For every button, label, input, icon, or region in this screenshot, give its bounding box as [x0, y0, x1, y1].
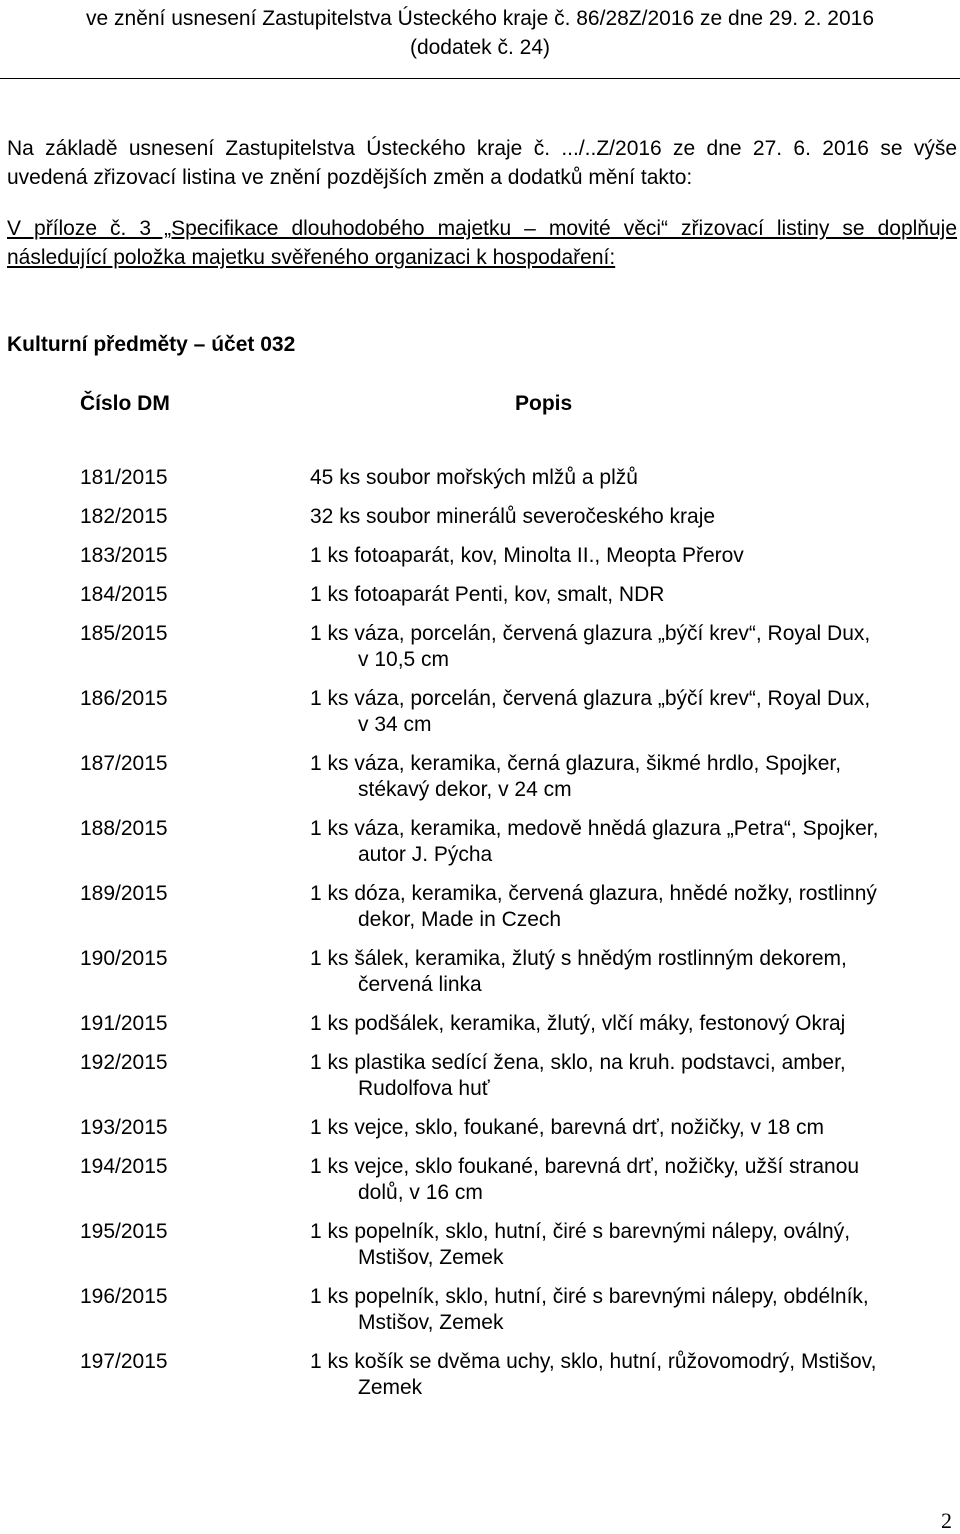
table-row: [0, 1154, 960, 1206]
item-description: 1 ks podšálek, keramika, žlutý, vlčí máky, festonový Okraj: [310, 1012, 846, 1035]
table-row: [0, 543, 960, 569]
item-description: 1 ks fotoaparát, kov, Minolta II., Meopta Přerov: [310, 544, 744, 567]
header-line-2: (dodatek č. 24): [409, 36, 551, 59]
header-divider: [0, 78, 960, 79]
item-description: 1 ks plastika sedící žena, sklo, na kruh. podstavci, amber, Rudolfova huť: [310, 1051, 846, 1100]
intro-paragraph: Na základě usnesení Zastupitelstva Ústeckého kraje č. .../..Z/2016 ze dne 27. 6. 2016 se výše uvedená zřizovací listina ve znění pozdějších změn a dodatků mění takto:: [7, 137, 957, 189]
section-title: Kulturní předměty – účet 032: [7, 333, 296, 356]
header-line-1: ve znění usnesení Zastupitelstva Ústeckého kraje č. 86/28Z/2016 ze dne 29. 2. 2016: [86, 7, 874, 30]
item-number: 197/2015: [80, 1350, 168, 1373]
item-description: 1 ks šálek, keramika, žlutý s hnědým rostlinným dekorem, červená linka: [310, 947, 847, 996]
table-row: [0, 881, 960, 933]
table-row: [0, 1115, 960, 1141]
item-description: 1 ks fotoaparát Penti, kov, smalt, NDR: [310, 583, 665, 606]
item-number: 193/2015: [80, 1116, 168, 1139]
item-number: 188/2015: [80, 817, 168, 840]
item-description: 32 ks soubor minerálů severočeského kraje: [310, 505, 716, 528]
item-number: 186/2015: [80, 687, 168, 710]
table-row: [0, 686, 960, 738]
item-number: 194/2015: [80, 1155, 168, 1178]
table-row: [0, 1050, 960, 1102]
table-row: [0, 1011, 960, 1037]
item-description: 1 ks vejce, sklo foukané, barevná drť, nožičky, užší stranou dolů, v 16 cm: [310, 1155, 860, 1204]
change-paragraph: V příloze č. 3 „Specifikace dlouhodobého majetku – movité věci“ zřizovací listiny se doplňuje následující položka majetku svěřeného organizaci k hospodaření:: [7, 217, 957, 269]
item-description: 1 ks váza, porcelán, červená glazura „býčí krev“, Royal Dux, v 10,5 cm: [310, 622, 871, 671]
item-description: 45 ks soubor mořských mlžů a plžů: [310, 466, 638, 489]
item-description: 1 ks váza, porcelán, červená glazura „býčí krev“, Royal Dux, v 34 cm: [310, 687, 871, 736]
table-row: [0, 621, 960, 673]
item-description: 1 ks popelník, sklo, hutní, čiré s barevnými nálepy, obdélník, Mstišov, Zemek: [310, 1285, 869, 1334]
table-row: [0, 1284, 960, 1336]
item-number: 187/2015: [80, 752, 168, 775]
item-number: 190/2015: [80, 947, 168, 970]
item-description: 1 ks košík se dvěma uchy, sklo, hutní, růžovomodrý, Mstišov, Zemek: [310, 1350, 877, 1399]
table-row: [0, 582, 960, 608]
table-row: [0, 1219, 960, 1271]
item-number: 196/2015: [80, 1285, 168, 1308]
items-table: [0, 465, 960, 1414]
item-description: 1 ks vejce, sklo, foukané, barevná drť, nožičky, v 18 cm: [310, 1116, 825, 1139]
item-number: 184/2015: [80, 583, 168, 606]
document-header: [0, 4, 960, 62]
column-header-description: Popis: [515, 392, 573, 415]
item-number: 183/2015: [80, 544, 168, 567]
table-row: [0, 816, 960, 868]
item-number: 191/2015: [80, 1012, 168, 1035]
table-row: [0, 751, 960, 803]
item-number: 189/2015: [80, 882, 168, 905]
column-header-number: Číslo DM: [80, 392, 170, 415]
item-number: 185/2015: [80, 622, 168, 645]
table-row: [0, 946, 960, 998]
table-row: [0, 1349, 960, 1401]
table-row: [0, 465, 960, 491]
item-number: 182/2015: [80, 505, 168, 528]
item-number: 195/2015: [80, 1220, 168, 1243]
table-row: [0, 504, 960, 530]
item-number: 192/2015: [80, 1051, 168, 1074]
item-description: 1 ks váza, keramika, medově hnědá glazura „Petra“, Spojker, autor J. Pýcha: [310, 817, 879, 866]
item-number: 181/2015: [80, 466, 168, 489]
item-description: 1 ks váza, keramika, černá glazura, šikmé hrdlo, Spojker, stékavý dekor, v 24 cm: [310, 752, 842, 801]
item-description: 1 ks dóza, keramika, červená glazura, hnědé nožky, rostlinný dekor, Made in Czech: [310, 882, 877, 931]
item-description: 1 ks popelník, sklo, hutní, čiré s barevnými nálepy, oválný, Mstišov, Zemek: [310, 1220, 851, 1269]
page-number: 2: [941, 1508, 952, 1533]
